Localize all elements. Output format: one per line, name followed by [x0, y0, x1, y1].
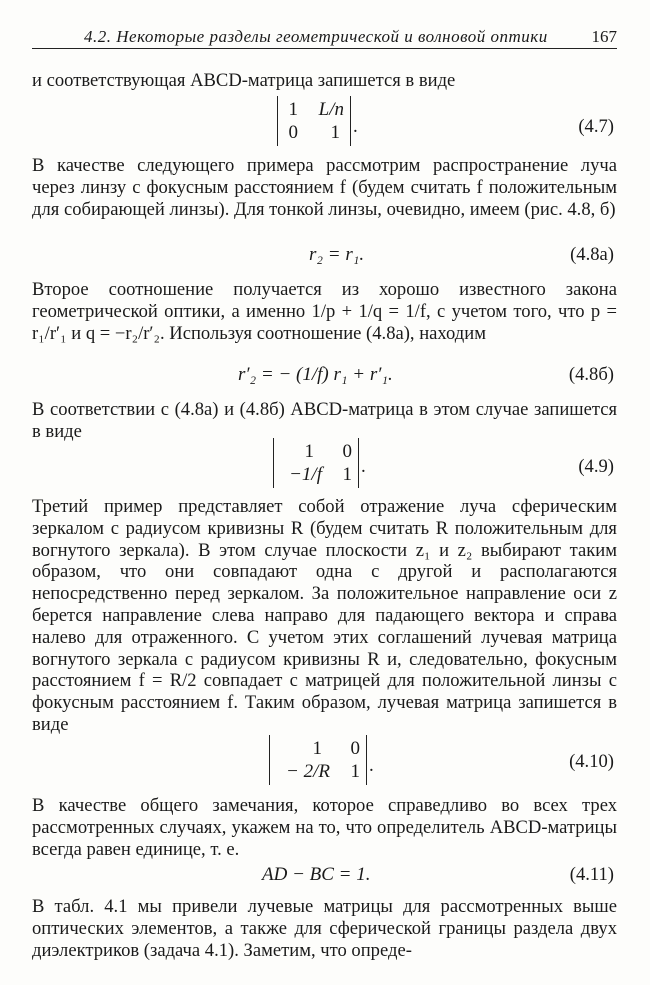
running-header — [32, 22, 617, 49]
equation-number-4-10: (4.10) — [569, 751, 614, 772]
matrix-4-10-c: − 2/R — [286, 761, 330, 782]
paragraph-5: Третий пример представляет собой отражение луча сферическим зеркалом с радиусом кривизны R (будем считать R положительным для вогнутого зеркала). В этом случае плоскости z₁ и z₂ выбирают таким образом, что они совпадают одна с другой и располагаются непосредственно перед зеркалом. За положительное направление оси z берется направление слева направо для падающего вектора и справа налево для отраженного. С учетом этих соглашений лучевая матрица вогнутого зеркала с радиусом кривизны R и, следовательно, фокусным расстоянием f = R/2 совпадает с матрицей для положительной линзы с фокусным расстоянием f. Таким образом, лучевая матрица запишется в виде — [32, 496, 617, 735]
paragraph-6: В качестве общего замечания, которое справедливо во всех трех рассмотренных случаях, укажем на то, что определитель ABCD-матрицы всегда равен единице, т. е. — [32, 795, 617, 860]
equation-4-8a: r₂ = r₁. — [309, 244, 365, 265]
matrix-4-10 — [269, 735, 367, 785]
page-number: 167 — [591, 27, 617, 46]
matrix-4-7-c: 0 — [288, 122, 298, 143]
equation-4-11: AD − BC = 1. — [262, 864, 371, 885]
paragraph-3: Второе соотношение получается из хорошо известного закона геометрической оптики, а именно 1/p + 1/q = 1/f, с учетом того, что p = r₁/r′₁ и q = −r₂/r′₂. Используя соотношение (4.8а), находим — [32, 279, 617, 344]
paragraph-4: В соответствии с (4.8а) и (4.8б) ABCD-матрица в этом случае запишется в виде — [32, 399, 617, 442]
matrix-4-9 — [273, 438, 359, 488]
paragraph-7: В табл. 4.1 мы привели лучевые матрицы для рассмотренных выше оптических элементов, а также для сферической границы раздела двух диэлектриков (задача 4.1). Заметим, что опреде- — [32, 896, 617, 961]
equation-dot: . — [361, 456, 366, 477]
equation-dot: . — [369, 755, 374, 776]
matrix-4-9-a: 1 — [304, 441, 314, 462]
equation-number-4-7: (4.7) — [578, 116, 614, 137]
matrix-4-10-d: 1 — [350, 761, 360, 782]
equation-number-4-11: (4.11) — [569, 864, 614, 885]
matrix-4-7-b: L/n — [318, 99, 344, 120]
equation-4-8b: r′₂ = − (1/f) r₁ + r′₁. — [238, 364, 393, 385]
matrix-4-10-b: 0 — [350, 738, 360, 759]
matrix-4-9-c: −1/f — [289, 464, 322, 485]
equation-number-4-9: (4.9) — [578, 456, 614, 477]
equation-number-4-8a: (4.8а) — [570, 244, 614, 265]
paragraph-2: В качестве следующего примера рассмотрим распространение луча через линзу с фокусным расстоянием f (будем считать f положительным для собирающей линзы). Для тонкой линзы, очевидно, имеем (рис. 4.8, б) — [32, 155, 617, 220]
matrix-4-7-a: 1 — [288, 99, 298, 120]
matrix-4-10-a: 1 — [312, 738, 322, 759]
matrix-4-9-b: 0 — [342, 441, 352, 462]
equation-dot: . — [353, 116, 358, 137]
equation-number-4-8b: (4.8б) — [568, 364, 614, 385]
matrix-4-7 — [277, 96, 351, 146]
matrix-4-7-d: 1 — [330, 122, 340, 143]
running-header-title: 4.2. Некоторые разделы геометрической и волновой оптики — [84, 27, 548, 46]
paragraph-1: и соответствующая ABCD-матрица запишется в виде — [32, 70, 456, 91]
matrix-4-9-d: 1 — [342, 464, 352, 485]
